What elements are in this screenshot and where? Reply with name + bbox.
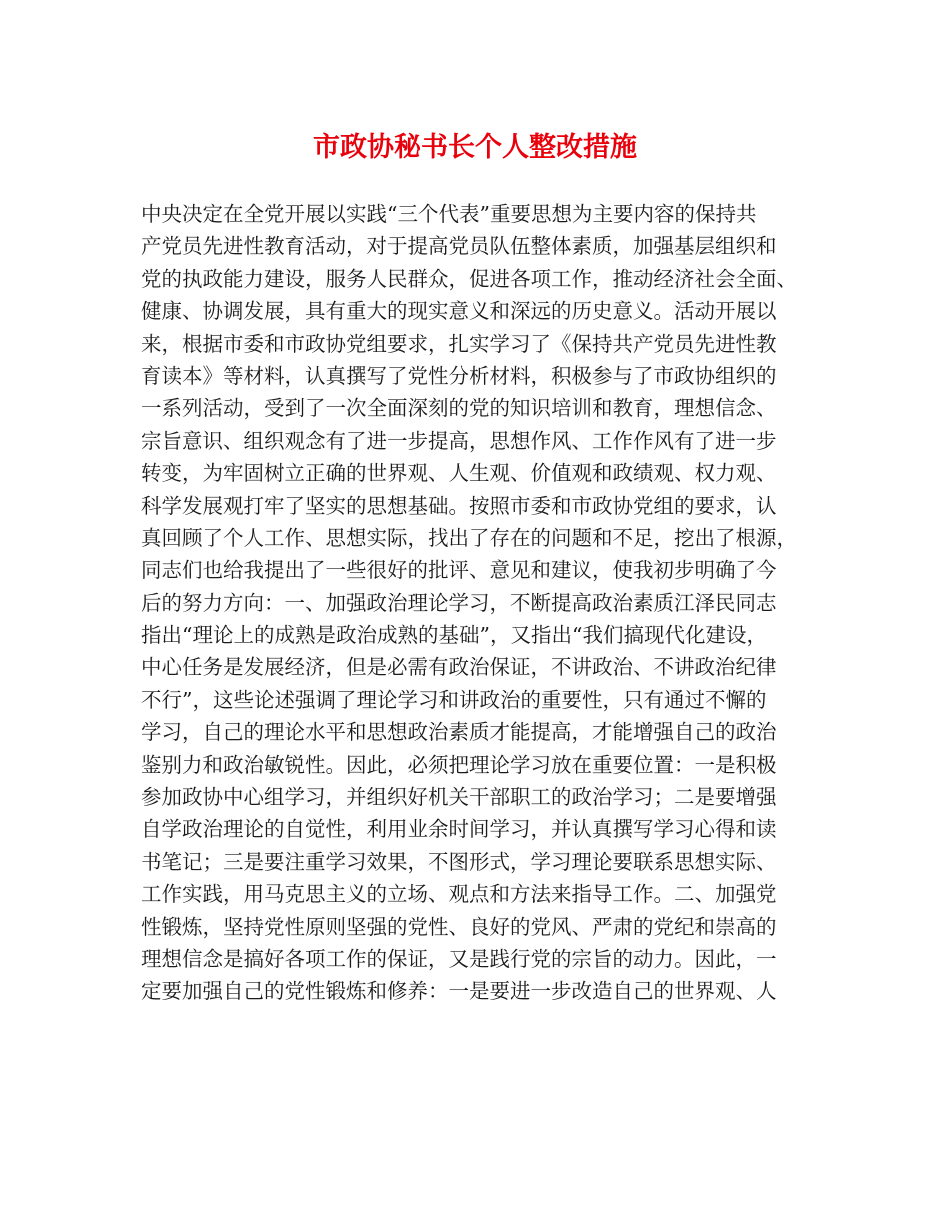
body-line: 中央决定在全党开展以实践“三个代表”重要思想为主要内容的保持共 (141, 202, 757, 226)
body-line: 来，根据市委和市政协党组要求，扎实学习了《保持共产党员先进性教 (141, 331, 777, 356)
body-line: 真回顾了个人工作、思想实际，找出了存在的问题和不足，挖出了根源， (141, 525, 797, 550)
body-line: 中心任务是发展经济，但是必需有政治保证，不讲政治、不讲政治纪律 (141, 655, 777, 680)
body-line: 育读本》等材料，认真撰写了党性分析材料，积极参与了市政协组织的 (141, 363, 777, 388)
body-line: 科学发展观打牢了坚实的思想基础。按照市委和市政协党组的要求，认 (141, 493, 777, 518)
body-line: 党的执政能力建设，服务人民群众，促进各项工作，推动经济社会全面、 (141, 266, 797, 291)
body-line: 理想信念是搞好各项工作的保证，又是践行党的宗旨的动力。因此，一 (141, 946, 777, 971)
body-line: 指出“理论上的成熟是政治成熟的基础”，又指出“我们搞现代化建设， (141, 623, 767, 648)
body-line: 定要加强自己的党性锻炼和修养：一是要进一步改造自己的世界观、人 (141, 979, 777, 1004)
document-title: 市政协秘书长个人整改措施 (313, 132, 637, 163)
body-line: 宗旨意识、组织观念有了进一步提高，思想作风、工作作风有了进一步 (141, 428, 777, 453)
body-line: 自学政治理论的自觉性，利用业余时间学习，并认真撰写学习心得和读 (141, 817, 777, 842)
body-line: 不行”，这些论述强调了理论学习和讲政治的重要性，只有通过不懈的 (141, 687, 767, 712)
document-body (141, 198, 821, 1008)
body-line: 同志们也给我提出了一些很好的批评、意见和建议，使我初步明确了今 (141, 558, 777, 583)
body-line: 工作实践，用马克思主义的立场、观点和方法来指导工作。二、加强党 (141, 882, 777, 907)
body-line: 健康、协调发展，具有重大的现实意义和深远的历史意义。活动开展以 (141, 299, 777, 324)
body-line: 学习，自己的理论水平和思想政治素质才能提高，才能增强自己的政治 (141, 720, 777, 745)
body-line: 转变，为牢固树立正确的世界观、人生观、价值观和政绩观、权力观、 (141, 461, 777, 486)
body-line: 后的努力方向：一、加强政治理论学习，不断提高政治素质江泽民同志 (141, 590, 777, 615)
body-line: 书笔记；三是要注重学习效果，不图形式，学习理论要联系思想实际、 (141, 849, 777, 874)
body-line: 鉴别力和政治敏锐性。因此，必须把理论学习放在重要位置：一是积极 (141, 752, 777, 777)
body-line: 一系列活动，受到了一次全面深刻的党的知识培训和教育，理想信念、 (141, 396, 777, 421)
body-line: 性锻炼，坚持党性原则坚强的党性、良好的党风、严肃的党纪和崇高的 (141, 914, 777, 939)
body-line: 参加政协中心组学习，并组织好机关干部职工的政治学习；二是要增强 (141, 785, 777, 810)
body-line: 产党员先进性教育活动，对于提高党员队伍整体素质，加强基层组织和 (141, 234, 777, 259)
